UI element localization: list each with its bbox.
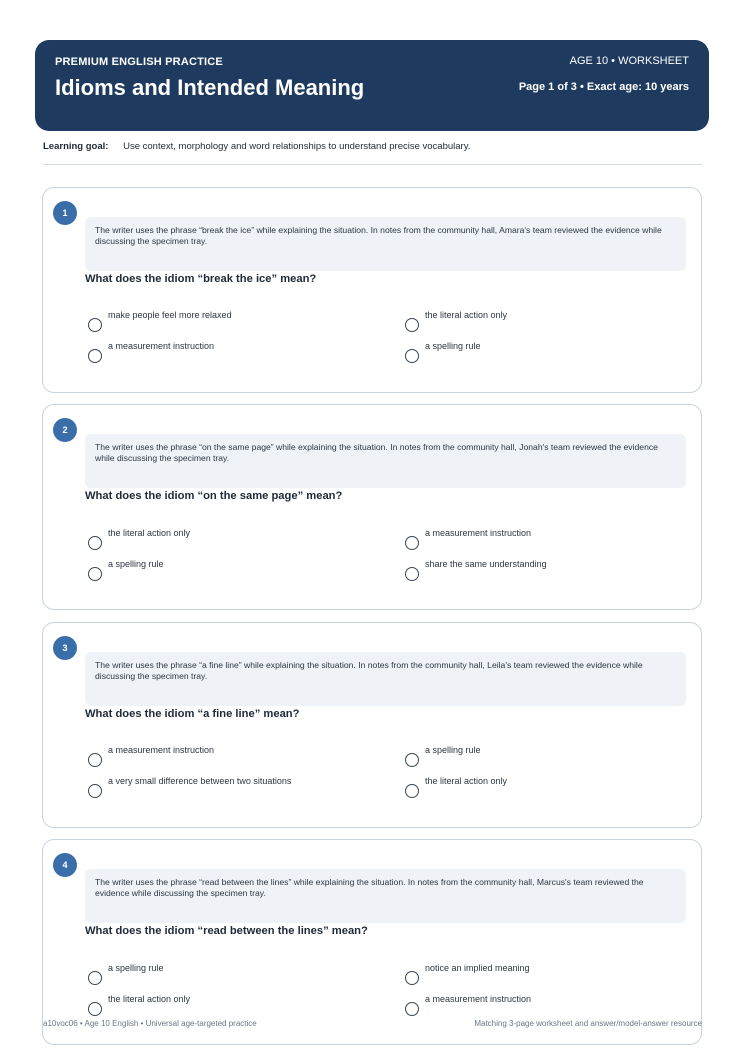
radio-button[interactable] bbox=[405, 349, 419, 363]
question-passage: The writer uses the phrase “a fine line” while explaining the situation. In notes from the community hall, Leila's team reviewed the evidence while discussing the specimen tray. bbox=[85, 652, 686, 706]
radio-button[interactable] bbox=[88, 536, 102, 550]
answer-option-label: a spelling rule bbox=[108, 559, 164, 569]
radio-button[interactable] bbox=[88, 971, 102, 985]
radio-button[interactable] bbox=[405, 567, 419, 581]
answer-option-label: make people feel more relaxed bbox=[108, 310, 232, 320]
header-divider bbox=[43, 164, 702, 165]
question-number-badge: 3 bbox=[53, 636, 77, 660]
radio-button[interactable] bbox=[405, 971, 419, 985]
answer-option-label: a measurement instruction bbox=[108, 341, 215, 351]
question-prompt: What does the idiom “break the ice” mean? bbox=[85, 273, 317, 285]
answer-option-label: the literal action only bbox=[108, 994, 191, 1004]
question-number-badge: 1 bbox=[53, 201, 77, 225]
page-title: Idioms and Intended Meaning bbox=[55, 75, 365, 100]
answer-option-label: a measurement instruction bbox=[425, 994, 532, 1004]
answer-option-label: a measurement instruction bbox=[425, 528, 532, 538]
answer-option-label: a measurement instruction bbox=[108, 745, 215, 755]
question-number-badge: 2 bbox=[53, 418, 77, 442]
question-card-3 bbox=[42, 622, 702, 828]
radio-button[interactable] bbox=[88, 318, 102, 332]
question-card-1 bbox=[42, 187, 702, 393]
answer-option-label: the literal action only bbox=[425, 310, 508, 320]
radio-button[interactable] bbox=[88, 1002, 102, 1016]
question-passage: The writer uses the phrase “break the ice” while explaining the situation. In notes from the community hall, Amara's team reviewed the evidence while discussing the specimen tray. bbox=[85, 217, 686, 271]
learning-goal-label: Learning goal: bbox=[43, 141, 109, 152]
learning-goal-text: Use context, morphology and word relationships to understand precise vocabulary. bbox=[123, 141, 471, 152]
radio-button[interactable] bbox=[405, 536, 419, 550]
answer-option-label: notice an implied meaning bbox=[425, 963, 530, 973]
answer-option-label: share the same understanding bbox=[425, 559, 547, 569]
answer-option-label: a spelling rule bbox=[425, 341, 481, 351]
answer-option-label: a spelling rule bbox=[425, 745, 481, 755]
radio-button[interactable] bbox=[88, 567, 102, 581]
question-prompt: What does the idiom “on the same page” mean? bbox=[85, 490, 343, 502]
question-prompt: What does the idiom “a fine line” mean? bbox=[85, 708, 300, 720]
question-passage: The writer uses the phrase “on the same page” while explaining the situation. In notes from the community hall, Jonah's team reviewed the evidence while discussing the specimen tray. bbox=[85, 434, 686, 488]
answer-option-label: the literal action only bbox=[108, 528, 191, 538]
answer-option-label: a spelling rule bbox=[108, 963, 164, 973]
answer-option-label: a very small difference between two situations bbox=[108, 776, 292, 786]
answer-option-label: the literal action only bbox=[425, 776, 508, 786]
question-card-4 bbox=[42, 839, 702, 1045]
radio-button[interactable] bbox=[405, 318, 419, 332]
question-passage: The writer uses the phrase “read between the lines” while explaining the situation. In notes from the community hall, Marcus's team reviewed the evidence while discussing the specimen tray. bbox=[85, 869, 686, 923]
header-page-info: Page 1 of 3 • Exact age: 10 years bbox=[518, 81, 689, 93]
radio-button[interactable] bbox=[405, 784, 419, 798]
radio-button[interactable] bbox=[88, 753, 102, 767]
radio-button[interactable] bbox=[405, 1002, 419, 1016]
question-card-2 bbox=[42, 404, 702, 610]
footer-right: Matching 3-page worksheet and answer/model-answer resource bbox=[474, 1019, 702, 1028]
radio-button[interactable] bbox=[88, 784, 102, 798]
radio-button[interactable] bbox=[88, 349, 102, 363]
footer-left: a10voc06 • Age 10 English • Universal age-targeted practice bbox=[43, 1019, 257, 1028]
worksheet-header bbox=[35, 40, 709, 131]
header-age-label: AGE 10 • WORKSHEET bbox=[569, 55, 689, 67]
header-eyebrow: PREMIUM ENGLISH PRACTICE bbox=[55, 56, 223, 68]
radio-button[interactable] bbox=[405, 753, 419, 767]
question-prompt: What does the idiom “read between the lines” mean? bbox=[85, 925, 368, 937]
question-number-badge: 4 bbox=[53, 853, 77, 877]
learning-goal bbox=[43, 141, 470, 152]
